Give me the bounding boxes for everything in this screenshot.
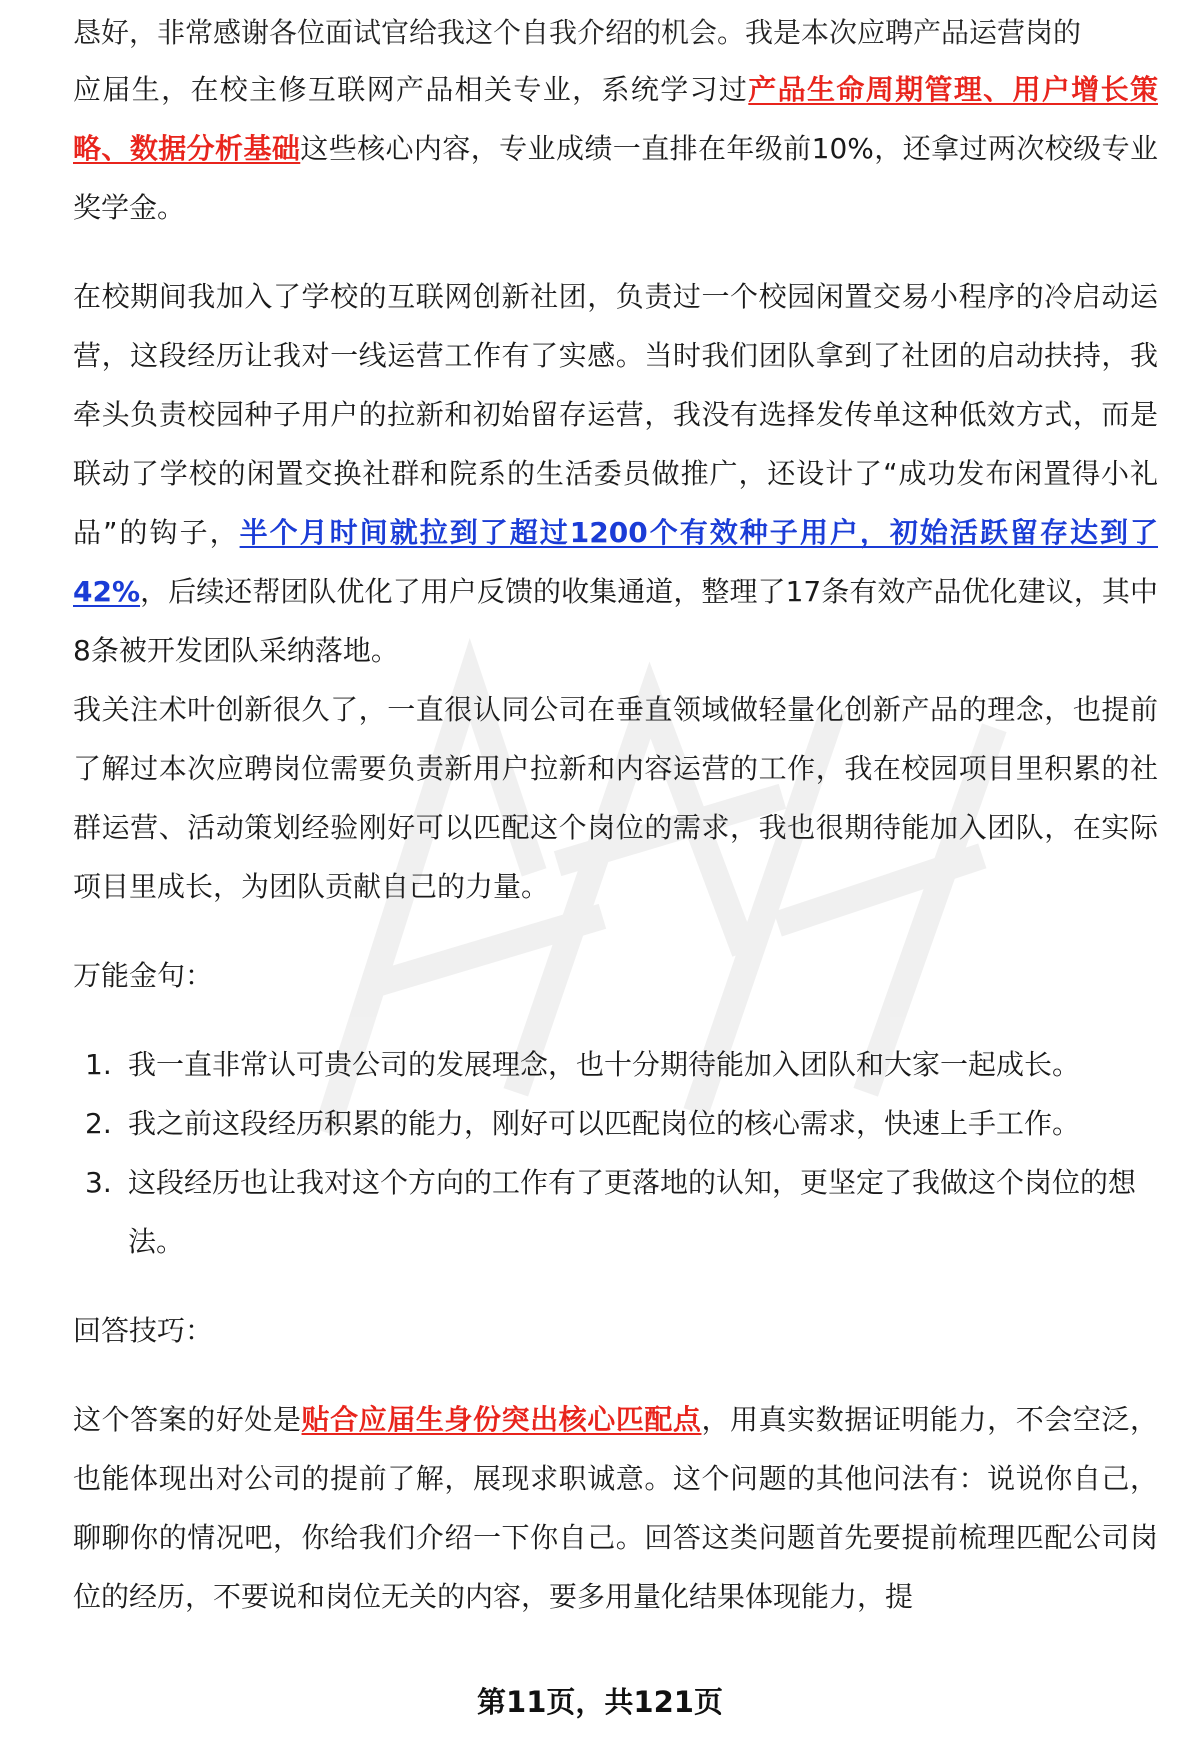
experience-paragraph bbox=[73, 267, 1158, 680]
list-item bbox=[73, 1094, 1158, 1153]
list-text: 我之前这段经历积累的能力，刚好可以匹配岗位的核心需求，快速上手工作。 bbox=[128, 1107, 1081, 1140]
text-segment: 应届生，在校主修互联网产品相关专业，系统学习过 bbox=[73, 73, 749, 106]
list-text: 这段经历也让我对这个方向的工作有了更落地的认知，更坚定了我做这个岗位的想法。 bbox=[128, 1166, 1137, 1258]
document-body bbox=[73, 18, 1158, 1626]
text-segment: ，后续还帮团队优化了用户反馈的收集通道，整理了17条有效产品优化建议，其中8条被开发团队采纳落地。 bbox=[73, 575, 1158, 667]
list-number: 3. bbox=[85, 1166, 112, 1199]
highlight-red: 贴合应届生身份突出核心匹配点 bbox=[301, 1403, 702, 1436]
page-footer: 第11页，共121页 bbox=[477, 1685, 723, 1719]
text-segment: 这个答案的好处是 bbox=[73, 1403, 302, 1436]
text-segment: ，用真实数据证明能力，不会空泛，也能体现出对公司的提前了解，展现求职诚意。这个问题的其他问法有：说说你自己，聊聊你的情况吧，你给我们介绍一下你自己。回答这类问题首先要提前梳理匹配公司岗位的经历，不要说和岗位无关的内容，要多用量化结果体现能力，提 bbox=[73, 1403, 1158, 1613]
highlight-blue: 半个月时间就拉到了超过1200个有效种子用户，初始活跃留存达到了42% bbox=[73, 516, 1158, 608]
list-item bbox=[73, 1035, 1158, 1094]
intro-paragraph bbox=[73, 60, 1158, 237]
list-number: 2. bbox=[85, 1107, 112, 1140]
text-segment: 这些核心内容，专业成绩一直排在年级前10%，还拿过两次校级专业奖学金。 bbox=[73, 132, 1158, 224]
golden-sentences-label: 万能金句： bbox=[73, 959, 214, 992]
tips-paragraph bbox=[73, 1390, 1158, 1626]
tips-label: 回答技巧： bbox=[73, 1314, 214, 1347]
list-text: 我一直非常认可贵公司的发展理念，也十分期待能加入团队和大家一起成长。 bbox=[128, 1048, 1081, 1081]
cut-off-line: 恳好，非常感谢各位面试官给我这个自我介绍的机会。我是本次应聘产品运营岗的 bbox=[73, 18, 1082, 48]
motivation-paragraph: 我关注术叶创新很久了，一直很认同公司在垂直领域做轻量化创新产品的理念，也提前了解过本次应聘岗位需要负责新用户拉新和内容运营的工作，我在校园项目里积累的社群运营、活动策划经验刚好可以匹配这个岗位的需求，我也很期待能加入团队，在实际项目里成长，为团队贡献自己的力量。 bbox=[73, 693, 1158, 903]
list-number: 1. bbox=[85, 1048, 112, 1081]
list-item bbox=[73, 1153, 1158, 1271]
highlight-red: 产品生命周期管理、用户增长策略、数据分析基础 bbox=[73, 73, 1158, 165]
text-segment: 在校期间我加入了学校的互联网创新社团，负责过一个校园闲置交易小程序的冷启动运营，这段经历让我对一线运营工作有了实感。当时我们团队拿到了社团的启动扶持，我牵头负责校园种子用户的拉新和初始留存运营，我没有选择发传单这种低效方式，而是联动了学校的闲置交换社群和院系的生活委员做推广，还设计了“成功发布闲置得小礼品”的钩子， bbox=[73, 280, 1158, 549]
golden-sentences-list bbox=[73, 1035, 1158, 1271]
